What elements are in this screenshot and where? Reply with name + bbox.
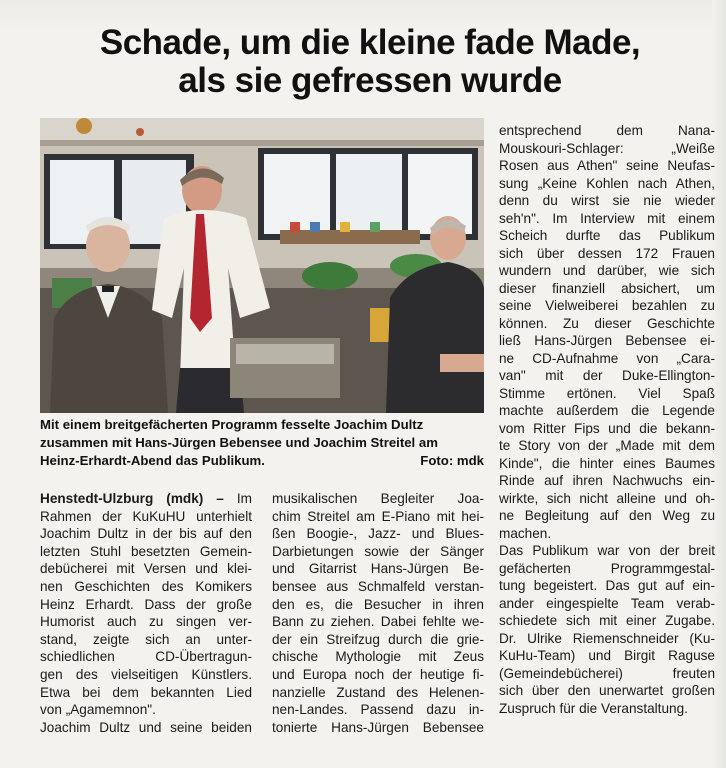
column-line: nen Geschichten des Komikers: [40, 578, 252, 594]
headline-line-1: Schade, um die kleine fade Made,: [99, 23, 641, 62]
column-line: schiedlichen CD-Übertragun-: [40, 649, 252, 665]
column-line: ließ Hans-Jürgen Bebensee ei-: [499, 333, 715, 348]
article-column-2: [272, 490, 484, 736]
column-line: seh'n". Im Interview mit einem: [499, 210, 715, 226]
column-line: Dr. Ulrike Riemenschneider (Ku-: [499, 630, 715, 646]
column-line: und Gitarrist Hans-Jürgen Be-: [272, 561, 484, 577]
column-line: und Europa noch der heutige fi-: [272, 666, 484, 682]
column-line: dieser finanziell absichert, um: [499, 280, 715, 296]
column-line: können. Zu dieser Geschichte: [499, 315, 715, 331]
column-line: von „Agamemnon".: [40, 702, 156, 718]
column-line: seine Vielweiberei bezahlen zu: [499, 298, 715, 313]
column-line: Henstedt-Ulzburg (mdk) – Im: [40, 491, 252, 506]
article-column-1: [40, 490, 252, 736]
column-line: den es, die Besucher in ihren: [272, 596, 484, 612]
column-line: schiedete sich mit einer Zugabe.: [499, 613, 715, 628]
photo-credit: Foto: mdk: [420, 453, 484, 468]
photo-caption: [40, 416, 484, 470]
column-line: ne CD-Aufnahme von „Cara-: [499, 350, 715, 366]
column-line: sung „Keine Kohlen nach Athen,: [499, 175, 715, 191]
column-line: sich über dessen 172 Frauen: [499, 245, 715, 261]
column-line: Rahmen der KuKuHU unterhielt: [40, 508, 252, 524]
column-line: te Story von der „Made mit dem: [499, 438, 715, 453]
column-line: musikalischen Begleiter Joa-: [272, 491, 484, 506]
column-line: Mouskouri-Schlager: „Weiße: [499, 140, 715, 156]
column-line: (Gemeindebücherei) freuten: [499, 665, 715, 681]
caption-line: zusammen mit Hans-Jürgen Bebensee und Joachim Streitel am: [40, 435, 438, 450]
column-line: Darbietungen sowie der Sänger: [272, 543, 484, 559]
column-line: van" mit der Duke-Ellington-: [499, 368, 715, 383]
column-line: gefächerten Programmgestal-: [499, 560, 715, 576]
column-line: Joachim Dultz und seine beiden: [40, 719, 252, 735]
column-line: vom Ritter Fips und die bekann-: [499, 420, 715, 436]
column-line: Joachim Dultz in der bis auf den: [40, 526, 252, 542]
dateline: Henstedt-Ulzburg (mdk) –: [40, 491, 224, 506]
column-line: sich über den unerwartet großen: [499, 683, 715, 698]
column-line: tung begeistert. Das gut auf ein-: [499, 578, 715, 593]
headline-line-2: als sie gefressen wurde: [178, 61, 562, 100]
caption-line: Heinz-Erhardt-Abend das Publikum.: [40, 453, 265, 468]
column-line: debücherei mit Versen und klei-: [40, 561, 252, 577]
column-line: Rosen aus Athen" seine Neufas-: [499, 158, 715, 173]
column-line: machte außerdem die Legende: [499, 403, 715, 418]
column-line: Kinde", die hinter eines Baumes: [499, 455, 715, 471]
column-line: nanzielle Zustand des Helenen-: [272, 684, 484, 700]
column-line: Humorist auch zu singen ver-: [40, 614, 252, 630]
article-column-3: [499, 122, 715, 717]
column-line: ßen Boogie-, Jazz- und Blues-: [272, 526, 484, 542]
column-line: wirkte, sich nicht alleine und oh-: [499, 490, 715, 506]
column-line: entsprechend dem Nana-: [499, 123, 715, 138]
column-line: Rinde auf ihren Nachwuchs ein-: [499, 473, 715, 488]
column-line: Heinz Erhardt. Dass der große: [40, 596, 252, 612]
caption-line: Mit einem breitgefächerten Programm fesselte Joachim Dultz: [40, 417, 424, 432]
column-line: letzten Stuhl besetzten Gemein-: [40, 543, 252, 559]
column-line: bensee aus Schmalfeld verstan-: [272, 578, 484, 594]
caption-last-line: [40, 452, 484, 470]
photo-illustration: [40, 118, 484, 413]
column-line: stand, zeigte sich an unter-: [40, 631, 252, 647]
column-line: Zuspruch für die Veranstaltung.: [499, 700, 688, 716]
column-line: machen.: [499, 525, 552, 541]
column-line: der ein Streifzug durch die grie-: [272, 631, 484, 647]
column-line: denn du wirst sie nie wieder: [499, 193, 715, 208]
column-line: Scheich durfte das Publikum: [499, 228, 715, 243]
column-line: wundern und darüber, wie sich: [499, 263, 715, 278]
column-line: ne Begleitung auf den Weg zu: [499, 508, 715, 523]
column-line: Das Publikum war von der breit: [499, 543, 715, 558]
column-line: chim Streitel am E-Piano mit hei-: [272, 508, 484, 524]
column-line: KuHu-Team) und Birgit Raguse: [499, 648, 715, 663]
column-line: Etwa bei dem bekannten Lied: [40, 684, 252, 700]
column-line: gen des vielseitigen Künstlers.: [40, 666, 252, 682]
column-line: tonierte Hans-Jürgen Bebensee: [272, 719, 484, 735]
article-photo: [40, 118, 484, 413]
column-line: chische Mythologie mit Zeus: [272, 649, 484, 665]
column-line: nen-Landes. Passend dazu in-: [272, 702, 484, 718]
column-line: ander eingespielte Team verab-: [499, 595, 715, 611]
column-line: Stimme ertönen. Viel Spaß: [499, 385, 715, 401]
article-headline: [40, 24, 700, 100]
column-line: Bann zu ziehen. Dabei fehlte we-: [272, 614, 484, 630]
